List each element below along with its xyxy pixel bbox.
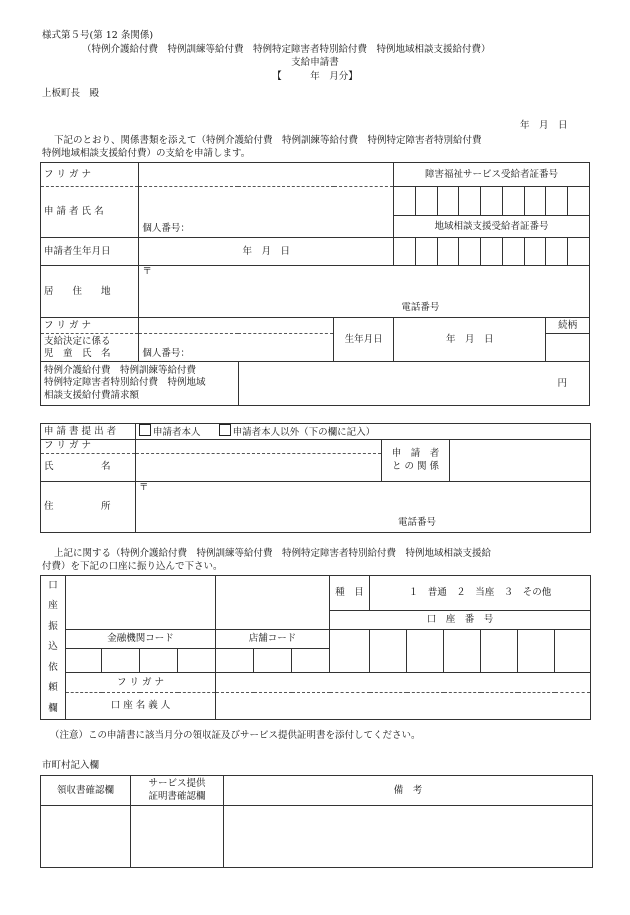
area-digit[interactable] [568,238,590,266]
city-table [40,775,593,868]
submitter-table [40,423,591,533]
child-birth-input[interactable]: 年 月 日 [394,318,546,362]
addressee: 上板町長 殿 [42,88,100,99]
postal-mark: 〒 [142,266,152,277]
area-digit[interactable] [415,238,437,266]
child-birth-label: 生年月日 [334,318,394,362]
applicant-table [40,162,590,406]
bank-code-digit[interactable] [102,649,140,673]
area-digit[interactable] [459,238,481,266]
cert-digit[interactable] [415,187,437,216]
holder-furigana-label: フ リ ガ ナ [66,673,216,693]
cert-digit[interactable] [394,187,416,216]
child-personal-no-label: 個人番号： [142,348,190,360]
bank-table [40,575,591,720]
claim-amount-input[interactable] [238,362,589,406]
service-check-label: サービス提供 証明書確認欄 [131,776,224,806]
cert-digit[interactable] [459,187,481,216]
area-digit[interactable] [437,238,459,266]
account-digit[interactable] [407,630,444,673]
cert-digit[interactable] [502,187,524,216]
intro-text-2: 特例地域相談支援給付費）の支給を申請します。 [42,148,251,159]
form-number: 様式第５号(第 12 条関係) [42,30,154,41]
furigana-input[interactable] [139,163,394,187]
address-label: 居 住 地 [41,266,139,318]
bank-intro-1: 上記に関する（特例介護給付費 特例訓練等給付費 特例特定障害者特別給付費 特例地域相談支援給 [54,548,492,559]
claim-amount-label: 特例介護給付費 特例訓練等給付費 特例特定障害者特別給付費 特例地域 相談支援給付費請求額 [41,362,239,406]
city-section-title: 市町村記入欄 [42,760,100,771]
submitter-address-input[interactable] [136,481,591,532]
cert-no-label: 障害福祉サービス受給者証番号 [394,163,590,187]
cert-digit[interactable] [568,187,590,216]
account-digit[interactable] [444,630,481,673]
relation-to-applicant-label: 申 請 者 と の 関 係 [382,439,450,481]
submitter-furigana-input[interactable] [136,439,382,453]
bank-code-label: 金融機関コード [66,630,216,649]
area-cert-no-label: 地域相談支援受給者証番号 [394,216,590,238]
submitter-options [136,424,591,440]
application-date[interactable]: 年 月 日 [520,120,568,131]
submitter-address-label: 住 所 [41,481,136,532]
child-furigana-input[interactable] [139,318,334,334]
child-furigana-label: フ リ ガ ナ [41,318,139,334]
self-checkbox[interactable] [139,424,151,436]
bank-intro-2: 付費）を下記の口座に振り込んで下さい。 [42,561,223,572]
branch-code-digit[interactable] [216,649,254,673]
remarks-input[interactable] [224,806,593,868]
account-type-label: 種 目 [330,576,370,611]
submitter-furigana-label: フ リ ガ ナ [41,439,136,453]
account-digit[interactable] [481,630,518,673]
account-type-options[interactable]: １ 普通 ２ 当座 ３ その他 [370,576,591,611]
submitter-label: 申 請 書 提 出 者 [41,424,136,440]
receipt-check-input[interactable] [41,806,131,868]
other-checkbox[interactable] [219,424,231,436]
submitter-name-input[interactable] [136,453,382,481]
account-digit[interactable] [370,630,407,673]
attachment-note: （注意）この申請書に該当月分の領収証及びサービス提供証明書を添付してください。 [50,730,421,741]
bank-code-digit[interactable] [66,649,102,673]
branch-name-input[interactable] [216,576,330,630]
cert-digit[interactable] [437,187,459,216]
child-name-label: 支給決定に係る 児 童 氏 名 [41,334,139,362]
intro-text-1: 下記のとおり、関係書類を添えて（特例介護給付費 特例訓練等給付費 特例特定障害者特別給付費 [54,135,482,146]
yen-unit: 円 [557,377,567,389]
cert-digit[interactable] [481,187,503,216]
birth-label: 申請者生年月日 [41,238,139,266]
personal-no-label: 個人番号： [142,223,190,235]
child-name-input[interactable] [139,334,334,362]
submitter-name-label: 氏 名 [41,453,136,481]
bank-name-input[interactable] [66,576,216,630]
area-digit[interactable] [502,238,524,266]
bank-side-label: 口 座 振 込 依 頼 欄 [41,576,66,720]
holder-name-label: 口 座 名 義 人 [66,693,216,720]
account-number-label: 口 座 番 号 [330,611,591,630]
period-field[interactable]: 【 年 月分】 [272,71,358,82]
account-digit[interactable] [330,630,370,673]
relation-input[interactable] [546,334,590,362]
furigana-label: フ リ ガ ナ [41,163,139,187]
branch-code-digit[interactable] [292,649,330,673]
holder-name-input[interactable] [216,693,591,720]
cert-digit[interactable] [524,187,546,216]
birth-input[interactable]: 年 月 日 [139,238,394,266]
other-option-label: 申請者本人以外（下の欄に記入） [232,427,376,438]
branch-code-digit[interactable] [254,649,292,673]
submitter-postal-mark: 〒 [139,481,149,493]
account-digit[interactable] [518,630,555,673]
branch-code-label: 店舗コード [216,630,330,649]
area-digit[interactable] [394,238,416,266]
area-digit[interactable] [546,238,568,266]
bank-code-digit[interactable] [140,649,178,673]
applicant-name-input[interactable] [139,187,394,238]
area-digit[interactable] [524,238,546,266]
form-title: 支給申請書 [291,57,339,68]
phone-label: 電話番号 [401,302,440,313]
holder-furigana-input[interactable] [216,673,591,693]
address-input[interactable] [139,266,590,318]
self-option-label: 申請者本人 [153,427,201,438]
form-subtitle: （特例介護給付費 特例訓練等給付費 特例特定障害者特別給付費 特例地域相談支援給付費） [82,44,491,55]
area-digit[interactable] [481,238,503,266]
bank-code-digit[interactable] [178,649,216,673]
receipt-check-label: 領収書確認欄 [41,776,131,806]
service-check-input[interactable] [131,806,224,868]
account-digit[interactable] [555,630,591,673]
relation-label: 続柄 [546,318,590,334]
submitter-phone-label: 電話番号 [398,516,437,528]
applicant-name-label: 申 請 者 氏 名 [41,187,139,238]
relation-to-applicant-input[interactable] [450,439,591,481]
remarks-label: 備 考 [224,776,593,806]
cert-digit[interactable] [546,187,568,216]
